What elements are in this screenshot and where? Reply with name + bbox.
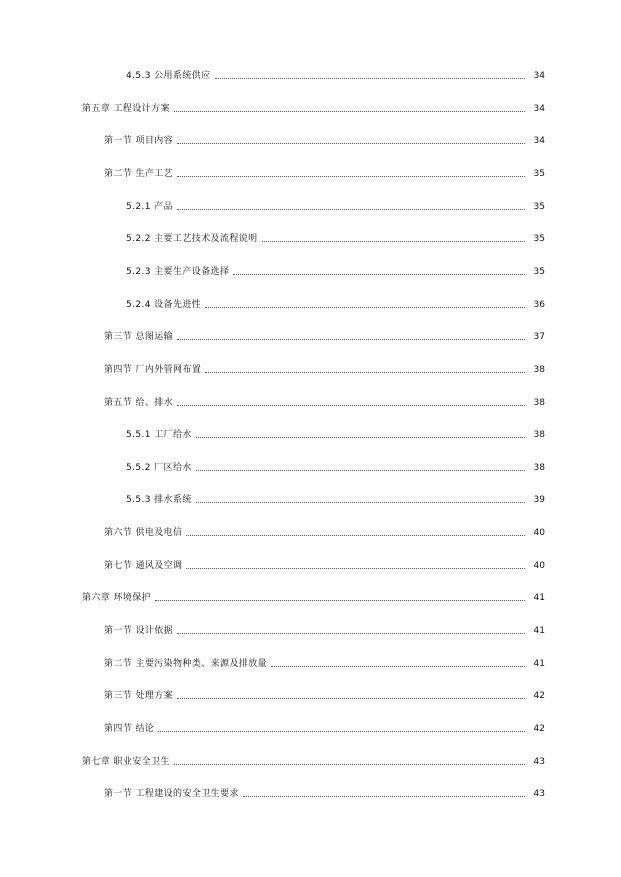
toc-entry[interactable] <box>0 297 545 311</box>
toc-entry-page-number: 38 <box>533 397 545 408</box>
toc-entry-label: 第七章 职业安全卫生 <box>82 756 170 767</box>
toc-entry[interactable] <box>0 786 545 800</box>
toc-entry-label: 第三节 总图运输 <box>104 332 174 343</box>
toc-entry[interactable] <box>0 101 545 115</box>
toc-entry-label: 5.2.1 产品 <box>126 201 173 212</box>
toc-entry[interactable] <box>0 460 545 474</box>
dot-leader <box>177 632 525 634</box>
dot-leader <box>177 142 525 144</box>
toc-entry-page-number: 40 <box>533 560 545 571</box>
dot-leader <box>177 697 525 699</box>
toc-entry-page-number: 41 <box>533 593 545 604</box>
toc-entry-label: 第六节 供电及电信 <box>104 528 183 539</box>
toc-entry[interactable] <box>0 264 545 278</box>
toc-entry[interactable] <box>0 329 545 343</box>
toc-entry[interactable] <box>0 590 545 604</box>
toc-entry[interactable] <box>0 231 545 245</box>
toc-entry[interactable] <box>0 656 545 670</box>
dot-leader <box>155 599 525 601</box>
toc-entry-label: 第三节 处理方案 <box>104 691 174 702</box>
dot-leader <box>174 763 525 765</box>
toc-entry-page-number: 36 <box>533 299 545 310</box>
dot-leader <box>186 534 525 536</box>
toc-entry-label: 第一节 设计依据 <box>104 626 174 637</box>
dot-leader <box>196 501 525 503</box>
toc-entry-label: 5.2.4 设备先进性 <box>126 299 202 310</box>
toc-entry[interactable] <box>0 688 545 702</box>
dot-leader <box>186 567 525 569</box>
toc-entry-label: 第二节 主要污染物种类、来源及排放量 <box>104 658 268 669</box>
toc-entry-label: 5.2.3 主要生产设备选择 <box>126 266 230 277</box>
toc-entry-page-number: 38 <box>533 430 545 441</box>
dot-leader <box>196 436 525 438</box>
toc-entry-page-number: 38 <box>533 364 545 375</box>
toc-entry[interactable] <box>0 492 545 506</box>
toc-entry-page-number: 34 <box>533 71 545 81</box>
toc-entry[interactable] <box>0 525 545 539</box>
toc-entry-page-number: 43 <box>533 789 545 800</box>
dot-leader <box>158 730 525 732</box>
toc-entry-label: 5.5.3 排水系统 <box>126 495 192 506</box>
toc-entry-page-number: 34 <box>533 136 545 147</box>
toc-entry-label: 4.5.3 公用系统供应 <box>126 71 211 81</box>
dot-leader <box>262 240 525 242</box>
toc-entry-label: 第五节 给、排水 <box>104 397 174 408</box>
toc-entry[interactable] <box>0 199 545 213</box>
dot-leader <box>177 404 525 406</box>
dot-leader <box>174 110 525 112</box>
dot-leader <box>205 371 525 373</box>
toc-entry-page-number: 35 <box>533 168 545 179</box>
toc-entry-label: 5.5.1 工厂给水 <box>126 430 192 441</box>
toc-entry-page-number: 41 <box>533 658 545 669</box>
toc-entry-label: 5.5.2 厂区给水 <box>126 462 192 473</box>
toc-entry-page-number: 34 <box>533 103 545 114</box>
toc-entry[interactable] <box>0 427 545 441</box>
toc-entry-page-number: 35 <box>533 201 545 212</box>
dot-leader <box>177 175 525 177</box>
toc-entry[interactable] <box>0 623 545 637</box>
toc-entry-page-number: 42 <box>533 724 545 734</box>
dot-leader <box>196 469 525 471</box>
dot-leader <box>243 795 525 797</box>
toc-entry-label: 第二节 生产工艺 <box>104 168 174 179</box>
toc-entry-label: 第四节 厂内外管网布置 <box>104 364 202 375</box>
toc-entry-label: 第六章 环境保护 <box>82 593 152 604</box>
dot-leader <box>177 338 525 340</box>
dot-leader <box>271 665 525 667</box>
toc-entry[interactable] <box>0 395 545 409</box>
dot-leader <box>233 273 525 275</box>
toc-entry-page-number: 35 <box>533 266 545 277</box>
toc-entry-page-number: 43 <box>533 756 545 767</box>
toc-entry[interactable] <box>0 721 545 735</box>
toc-entry-page-number: 37 <box>533 332 545 343</box>
toc-entry[interactable] <box>0 68 545 82</box>
dot-leader <box>205 306 525 308</box>
toc-entry[interactable] <box>0 362 545 376</box>
toc-entry[interactable] <box>0 166 545 180</box>
dot-leader <box>215 77 525 79</box>
toc-entry-label: 第七节 通风及空调 <box>104 560 183 571</box>
toc-entry-page-number: 40 <box>533 528 545 539</box>
toc-entry-page-number: 39 <box>533 495 545 506</box>
toc-entry-label: 第五章 工程设计方案 <box>82 103 170 114</box>
toc-entry-page-number: 38 <box>533 462 545 473</box>
toc-entry-label: 第一节 项目内容 <box>104 136 174 147</box>
toc-entry[interactable] <box>0 558 545 572</box>
toc-entry-page-number: 35 <box>533 234 545 245</box>
toc-entry-page-number: 41 <box>533 626 545 637</box>
toc-entry-label: 第四节 结论 <box>104 724 155 734</box>
toc-entry-page-number: 42 <box>533 691 545 702</box>
toc-entry[interactable] <box>0 754 545 768</box>
dot-leader <box>177 208 525 210</box>
toc-entry[interactable] <box>0 133 545 147</box>
toc-entry-label: 第一节 工程建设的安全卫生要求 <box>104 789 239 800</box>
toc-entry-label: 5.2.2 主要工艺技术及流程说明 <box>126 234 258 245</box>
